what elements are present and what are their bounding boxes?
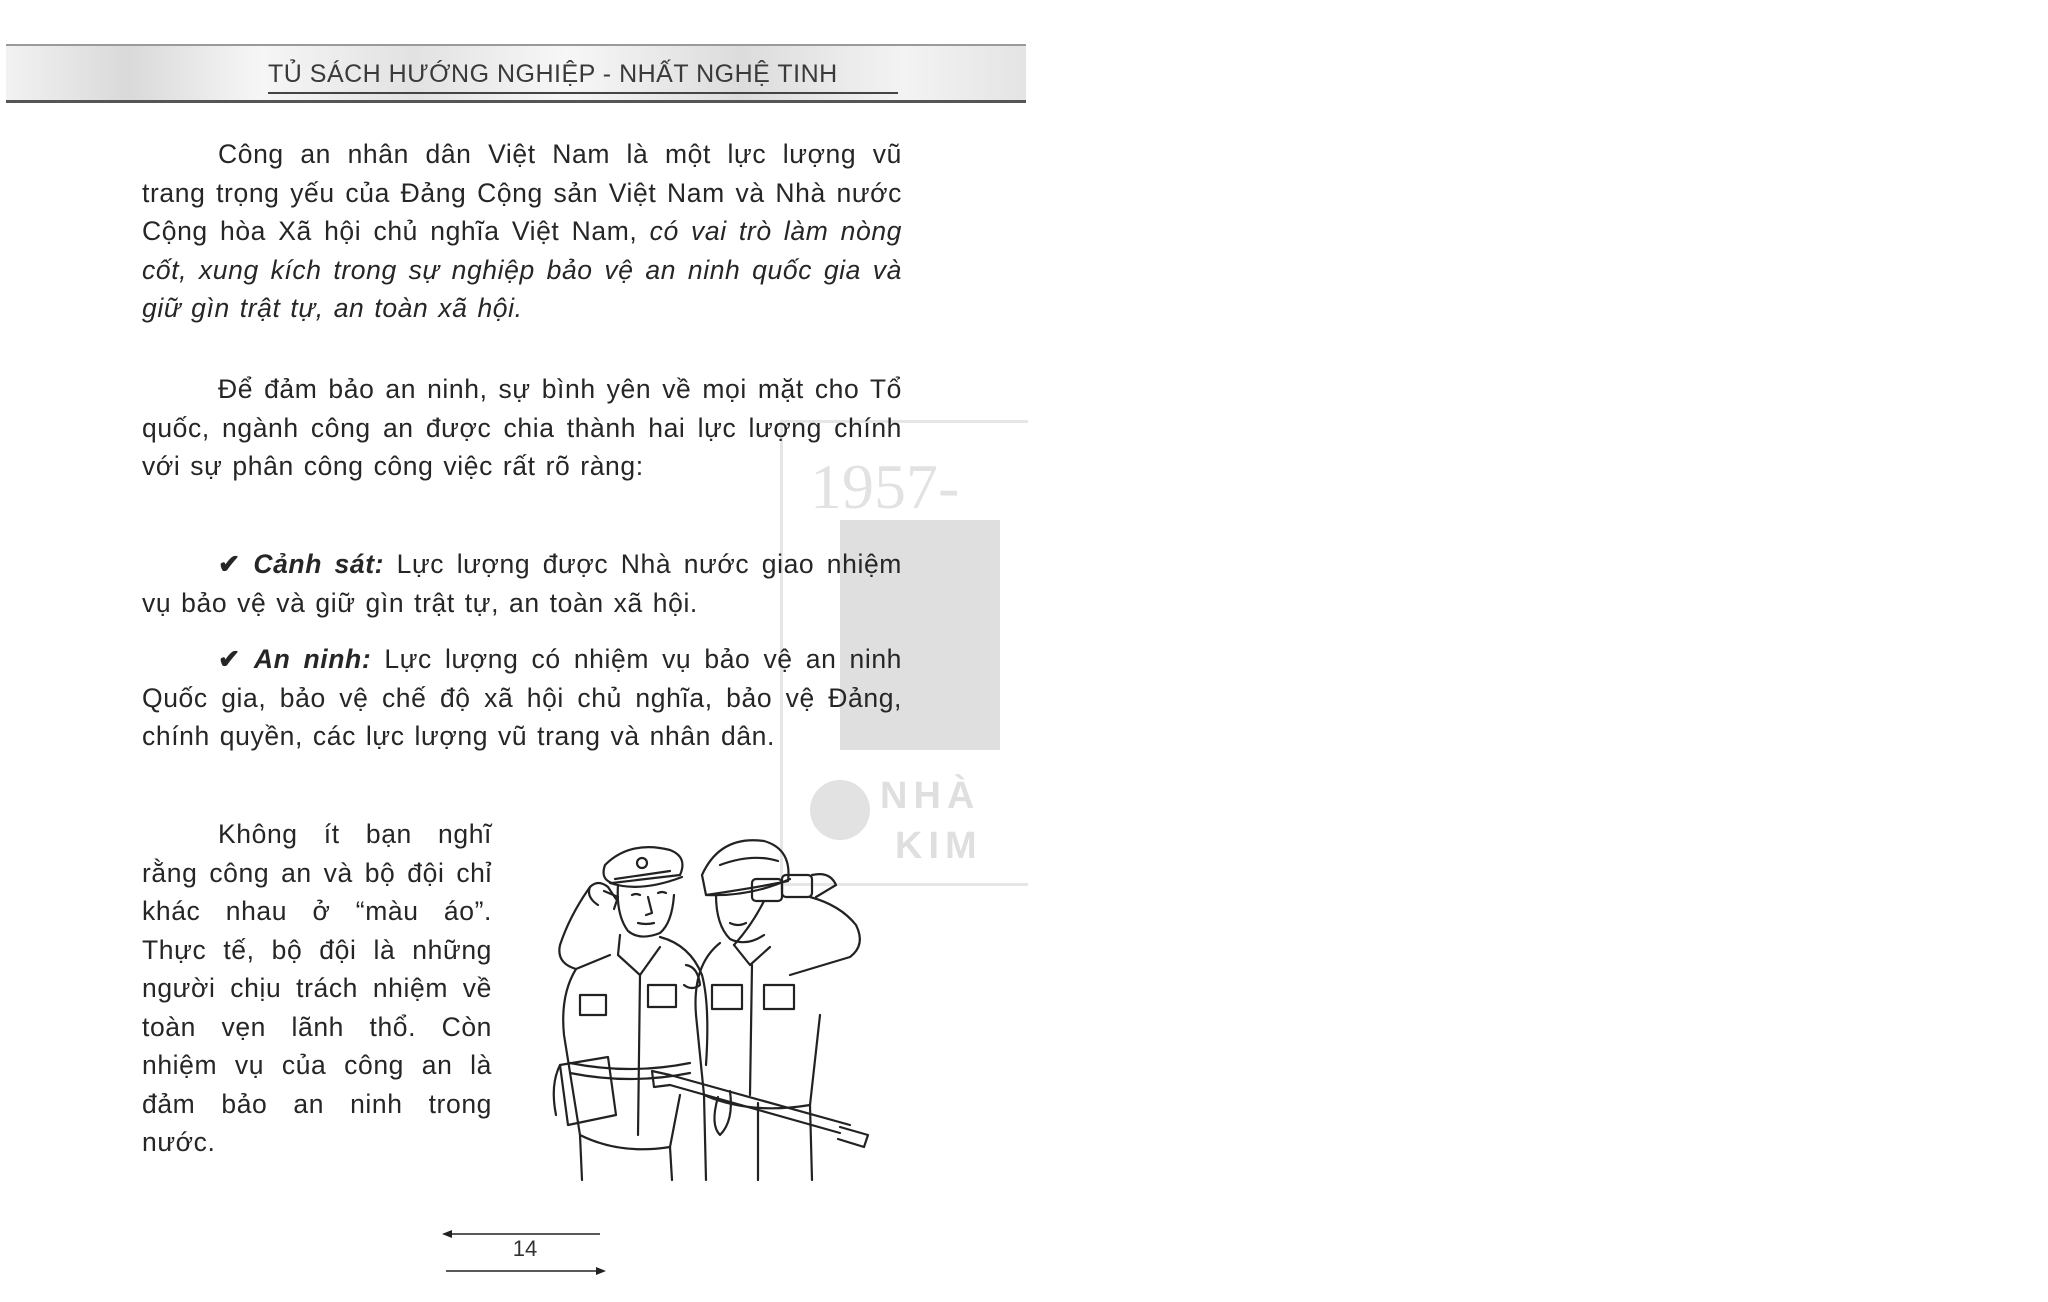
watermark-emblem-icon [810, 780, 870, 840]
watermark-year: 1957- [810, 451, 960, 522]
page-number: 14 [512, 1236, 538, 1261]
watermark-text-line2: KIM [895, 825, 983, 867]
paragraph-forces: Để đảm bảo an ninh, sự bình yên về mọi mặt cho Tổ quốc, ngành công an được chia thành hai lực lượng chính với sự phân công công việc rất rõ ràng: [142, 374, 902, 481]
header-title: TỦ SÁCH HƯỚNG NGHIỆP - NHẤT NGHỆ TINH [268, 60, 838, 88]
paragraph-intro [142, 135, 902, 328]
checkmark-icon: ✔ [218, 644, 241, 674]
soldier-figure [652, 840, 868, 1180]
checkmark-icon: ✔ [218, 549, 241, 579]
paragraph-intro-italic: có vai trò làm nòng cốt, xung kích trong sự nghiệp bảo vệ an ninh quốc gia và giữ gìn trật tự, an toàn xã hội. [142, 216, 902, 323]
paragraph-police-vs-army: Không ít bạn nghĩ rằng công an và bộ đội chỉ khác nhau ở “màu áo”. Thực tế, bộ đội là những người chịu trách nhiệm về toàn vẹn lãnh thổ. Còn nhiệm vụ của công an là đảm bảo an ninh trong nước. [142, 819, 492, 1157]
police-description: Lực lượng được Nhà nước giao nhiệm vụ bảo vệ và giữ gìn trật tự, an toàn xã hội. [142, 549, 902, 618]
header-underline [268, 92, 898, 94]
paragraph-security [142, 640, 902, 756]
security-description: Lực lượng có nhiệm vụ bảo vệ an ninh Quốc gia, bảo vệ chế độ xã hội chủ nghĩa, bảo vệ Đảng, chính quyền, các lực lượng vũ trang và nhân dân. [142, 644, 902, 751]
security-label: An ninh: [253, 644, 372, 674]
police-label: Cảnh sát: [253, 549, 385, 579]
police-officer-figure [554, 847, 708, 1180]
watermark-text-line1: NHÀ [880, 775, 981, 817]
page-number-block [440, 1230, 610, 1275]
paragraph-police [142, 545, 902, 622]
paragraph-intro-normal: Công an nhân dân Việt Nam là một lực lượng vũ trang trọng yếu của Đảng Cộng sản Việt Nam và Nhà nước Cộng hòa Xã hội chủ nghĩa Việt Nam, [142, 139, 902, 246]
police-and-soldier-illustration [520, 835, 920, 1185]
